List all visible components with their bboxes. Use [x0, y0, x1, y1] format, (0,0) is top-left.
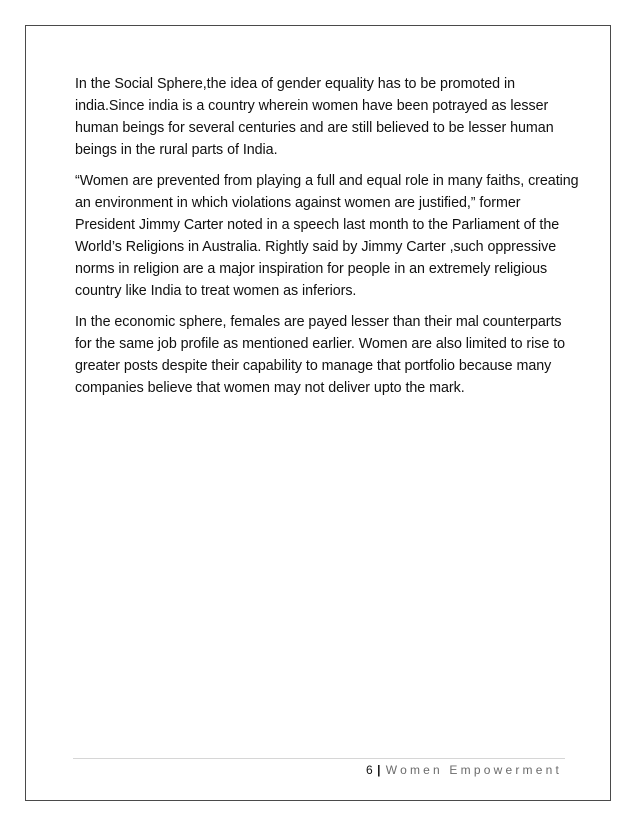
footer-separator: |: [377, 763, 381, 777]
paragraph-social-sphere: In the Social Sphere,the idea of gender equality has to be promoted in india.Since india is a country wherein women have been potrayed as lesser human beings for several centuries and are still believed to be lesser human beings in the rural parts of India.: [75, 76, 554, 158]
footer-document-title: Women Empowerment: [385, 763, 562, 777]
document-body: [75, 73, 580, 408]
paragraph-jimmy-carter-quote: “Women are prevented from playing a full and equal role in many faiths, creating an environment in which violations against women are justified,” former President Jimmy Carter noted in a speech last month to the Parliament of the World’s Religions in Australia. Rightly said by Jimmy Carter ,such oppressive norms in religion are a major inspiration for people in an extremely religious country like India to treat women as inferiors.: [75, 173, 579, 299]
page-number: 6: [366, 763, 373, 777]
page-footer: [366, 762, 562, 778]
footer-divider: [73, 758, 565, 759]
paragraph-economic-sphere: In the economic sphere, females are payed lesser than their mal counterparts for the same job profile as mentioned earlier. Women are also limited to rise to greater posts despite their capability to manage that portfolio because many companies believe that women may not deliver upto the mark.: [75, 314, 566, 396]
